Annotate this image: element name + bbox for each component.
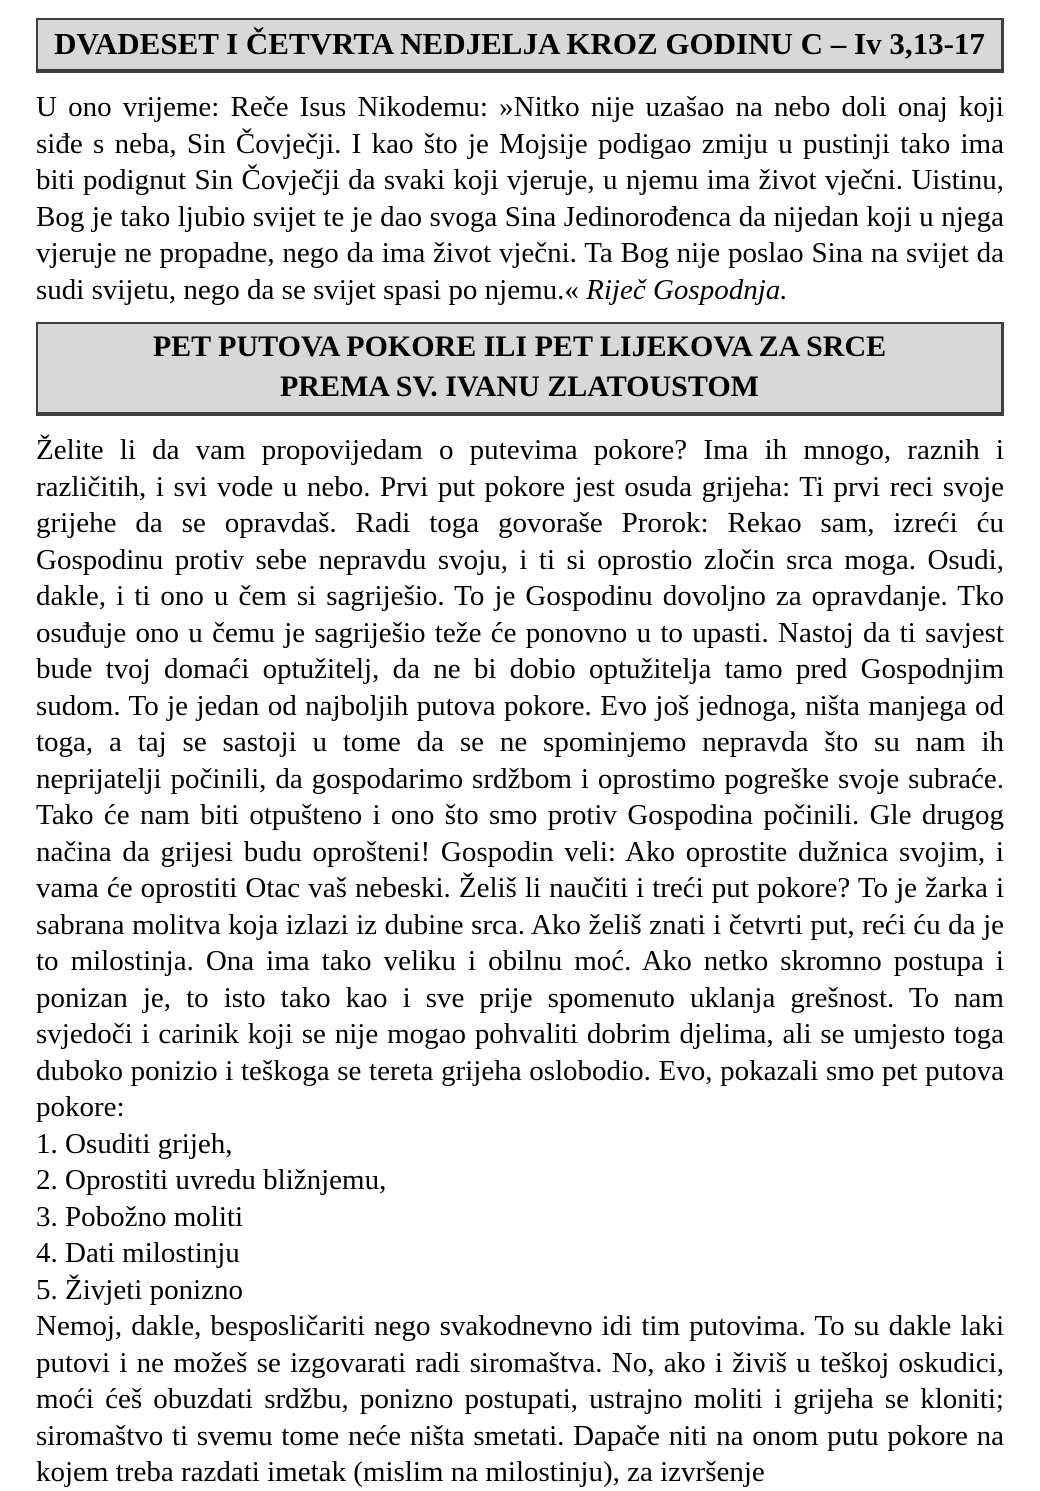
list-item-1: 1. Osuditi grijeh, xyxy=(36,1127,233,1160)
sermon-title-line2: PREMA SV. IVANU ZLATOUSTOM xyxy=(279,370,759,403)
list-item-2: 2. Oprostiti uvredu bližnjemu, xyxy=(36,1164,387,1196)
gospel-title: DVADESET I ČETVRTA NEDJELJA KROZ GODINU C – Iv 3,13-17 xyxy=(54,26,985,61)
sermon-title-line1: PET PUTOVA POKORE ILI PET LIJEKOVA ZA SRCE xyxy=(152,330,887,363)
list-item-5: 5. Živjeti ponizno xyxy=(36,1273,243,1306)
gospel-attribution: Riječ Gospodnja. xyxy=(586,273,788,306)
gospel-paragraph xyxy=(36,89,1004,308)
gospel-text: U ono vrijeme: Reče Isus Nikodemu: »Nitko nije uzašao na nebo doli onaj koji siđe s neba, Sin Čovječji. I kao što je Mojsije podigao zmiju u pustinji tako ima biti podignut Sin Čovječji da svaki koji vjeruje, u njemu ima život vječni. Uistinu, Bog je tako ljubio svijet te je dao svoga Sina Jedinorođenca da nijedan koji u njega vjeruje ne propadne, nego da ima život vječni. Ta Bog nije poslao Sina na svijet da sudi svijetu, nego da se svijet spasi po njemu.« xyxy=(36,91,1004,306)
gospel-title-box xyxy=(36,18,1004,73)
sermon-outro-paragraph: Nemoj, dakle, besposličariti nego svakodnevno idi tim putovima. To su dakle laki putovi i ne možeš se izgovarati radi siromaštva. No, ako i živiš u teškoj oskudici, moći ćeš obuzdati srdžbu, ponizno postupati, ustrajno moliti i grijeha se kloniti; siromaštvo ti svemu tome neće ništa smetati. Dapače niti na onom putu pokore na kojem treba razdati imetak (mislim na milostinju), za izvršenje xyxy=(36,1310,1004,1488)
sermon-title-box xyxy=(36,322,1004,416)
list-item-3: 3. Pobožno moliti xyxy=(36,1200,244,1233)
penance-ways-list xyxy=(36,1126,1004,1309)
list-item-4: 4. Dati milostinju xyxy=(36,1237,240,1269)
sermon-intro-paragraph: Želite li da vam propovijedam o putevima pokore? Ima ih mnogo, raznih i različitih, i svi vode u nebo. Prvi put pokore jest osuda grijeha: Ti prvi reci svoje grijehe da se opravdaš. Radi toga govoraše Prorok: Rekao sam, izreći ću Gospodinu protiv sebe nepravdu svoju, i ti si oprostio zločin srca moga. Osudi, dakle, i ti ono u čem si sagriješio. To je Gospodinu dovoljno za opravdanje. Tko osuđuje ono u čemu je sagriješio teže će ponovno u to upasti. Nastoj da ti savjest bude tvoj domaći optužitelj, da ne bi dobio optužitelja tamo pred Gospodnjim sudom. To je jedan od najboljih putova pokore. Evo još jednoga, ništa manjega od toga, a taj se sastoji u tome da se ne spominjemo nepravda što su nam ih neprijatelji počinili, da gospodarimo srdžbom i oprostimo pogreške svoje subraće. Tako će nam biti otpušteno i ono što smo protiv Gospodina počinili. Gle drugog načina da grijesi budu oprošteni! Gospodin veli: Ako oprostite dužnica svojim, i vama će oprostiti Otac vaš nebeski. Želiš li naučiti i treći put pokore? To je žarka i sabrana molitva koja izlazi iz dubine srca. Ako želiš znati i četvrti put, reći ću da je to milostinja. Ona ima tako veliku i obilnu moć. Ako netko skromno postupa i ponizan je, to isto tako kao i sve prije spomenuto uklanja grešnost. To nam svjedoči i carinik koji se nije mogao pohvaliti dobrim djelima, ali se umjesto toga duboko ponizio i teškoga se tereta grijeha oslobodio. Evo, pokazali smo pet putova pokore: xyxy=(36,434,1004,1123)
